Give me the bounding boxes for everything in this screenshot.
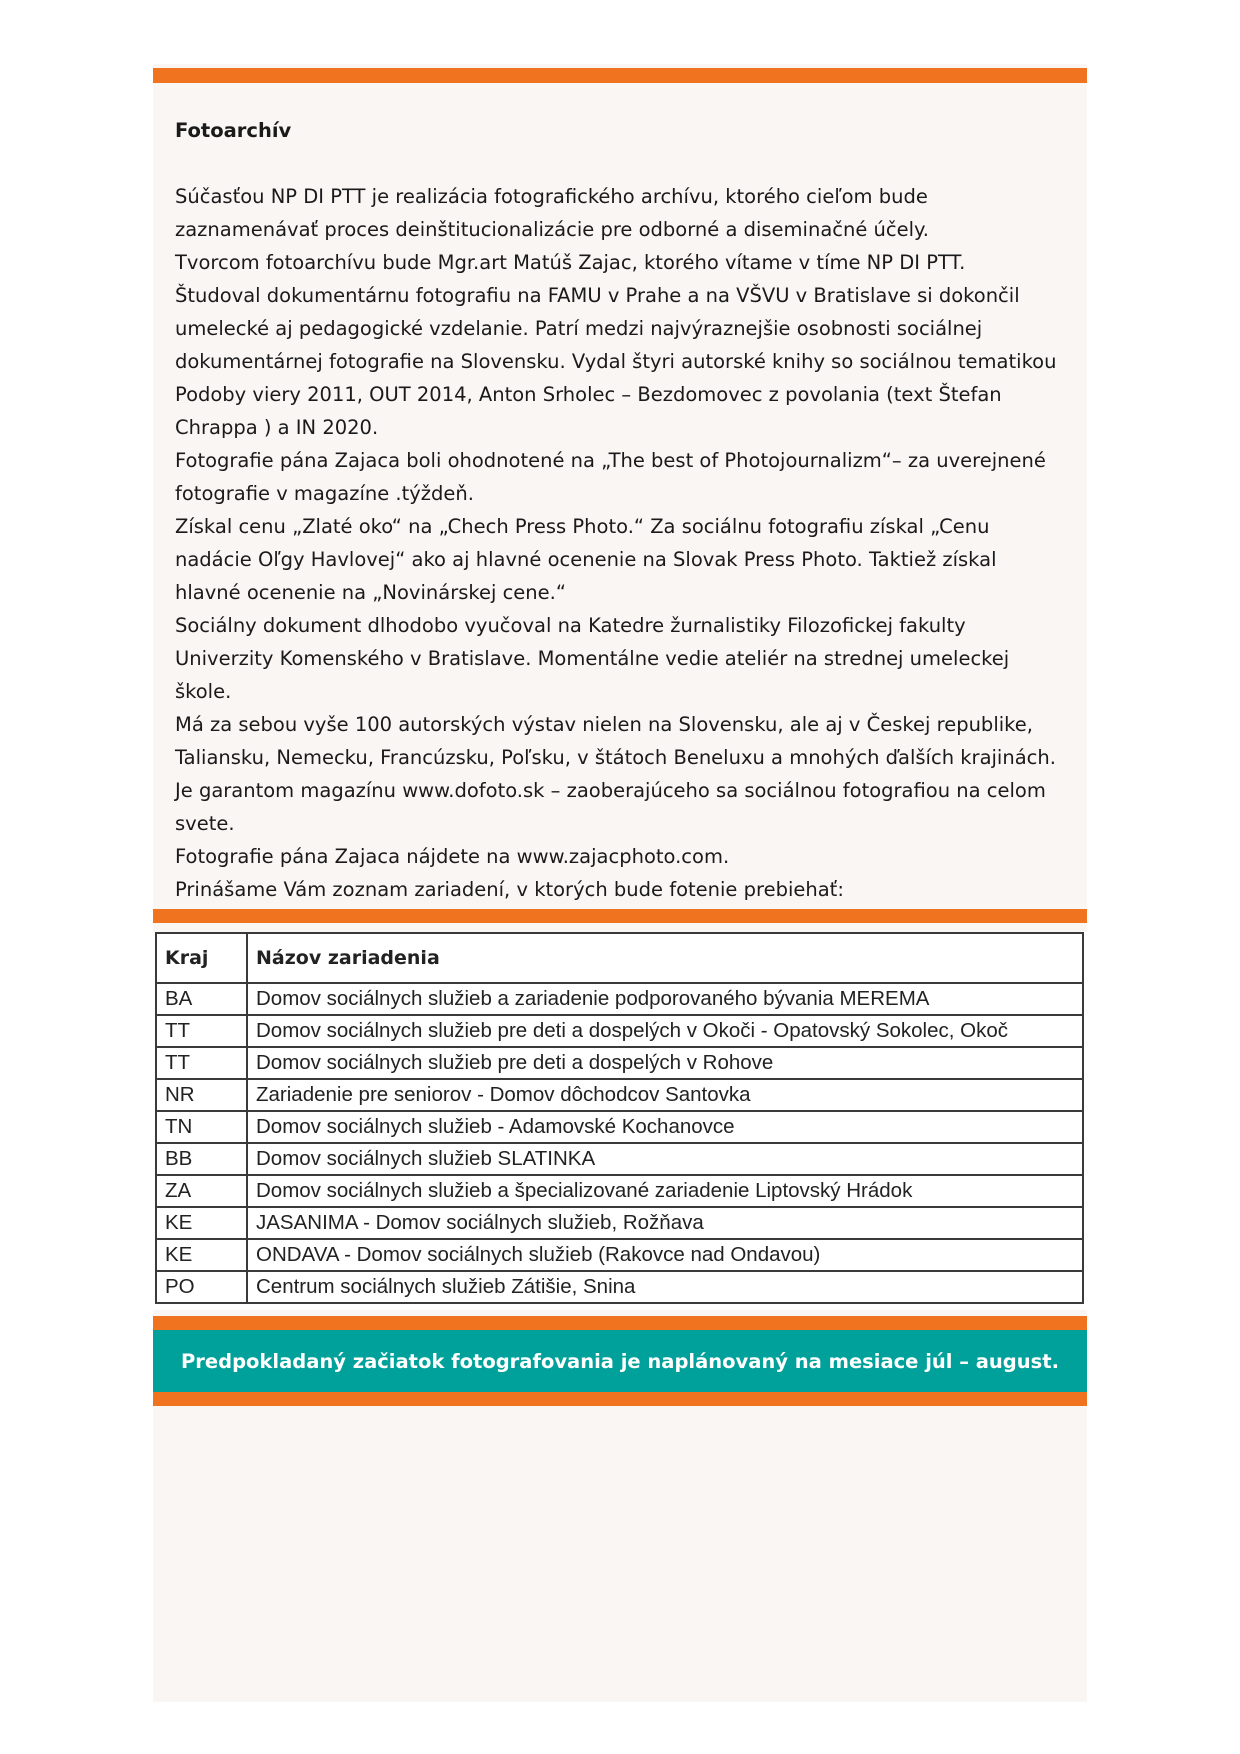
cell-kraj: ZA bbox=[156, 1175, 247, 1207]
top-accent-bar bbox=[153, 68, 1087, 83]
table-row bbox=[156, 1079, 1083, 1111]
cell-kraj: NR bbox=[156, 1079, 247, 1111]
facilities-table-wrap bbox=[153, 932, 1087, 1310]
cell-kraj: BB bbox=[156, 1143, 247, 1175]
cell-kraj: KE bbox=[156, 1239, 247, 1271]
cell-kraj: BA bbox=[156, 983, 247, 1015]
facilities-table bbox=[155, 932, 1084, 1304]
cell-nazov: Domov sociálnych služieb pre deti a dospelých v Rohove bbox=[247, 1047, 1083, 1079]
table-row bbox=[156, 1207, 1083, 1239]
column-header-kraj: Kraj bbox=[156, 933, 247, 983]
table-row bbox=[156, 1111, 1083, 1143]
cell-nazov: Domov sociálnych služieb a špecializované zariadenie Liptovský Hrádok bbox=[247, 1175, 1083, 1207]
cell-nazov: Centrum sociálnych služieb Zátišie, Snina bbox=[247, 1271, 1083, 1303]
table-row bbox=[156, 1271, 1083, 1303]
article bbox=[175, 114, 1075, 906]
cell-nazov: ONDAVA - Domov sociálnych služieb (Rakovce nad Ondavou) bbox=[247, 1239, 1083, 1271]
banner-top-accent-bar bbox=[153, 1316, 1087, 1330]
table-row bbox=[156, 1175, 1083, 1207]
cell-kraj: PO bbox=[156, 1271, 247, 1303]
cell-kraj: KE bbox=[156, 1207, 247, 1239]
article-body: Súčasťou NP DI PTT je realizácia fotografického archívu, ktorého cieľom bude zaznamenávať proces deinštitucionalizácie pre odborné a diseminačné účely. Tvorcom fotoarchívu bude Mgr.art Matúš Zajac, ktorého vítame v tíme NP DI PTT. Študoval dokumentárnu fotografiu na FAMU v Prahe a na VŠVU v Bratislave si dokončil umelecké aj pedagogické vzdelanie. Patrí medzi najvýraznejšie osobnosti sociálnej dokumentárnej fotografie na Slovensku. Vydal štyri autorské knihy so sociálnou tematikou Podoby viery 2011, OUT 2014, Anton Srholec – Bezdomovec z povolania (text Štefan Chrappa ) a IN 2020. Fotografie pána Zajaca boli ohodnotené na „The best of Photojournalizm“– za uverejnené fotografie v magazíne .týždeň. Získal cenu „Zlaté oko“ na „Chech Press Photo.“ Za sociálnu fotografiu získal „Cenu nadácie Oľgy Havlovej“ ako aj hlavné ocenenie na Slovak Press Photo. Taktiež získal hlavné ocenenie na „Novinárskej cene.“ Sociálny dokument dlhodobo vyučoval na Katedre žurnalistiky Filozofickej fakulty Univerzity Komenského v Bratislave. Momentálne vedie ateliér na strednej umeleckej škole. Má za sebou vyše 100 autorských výstav nielen na Slovensku, ale aj v Českej republike, Taliansku, Nemecku, Francúzsku, Poľsku, v štátoch Beneluxu a mnohých ďalších krajinách. Je garantom magazínu www.dofoto.sk – zaoberajúceho sa sociálnou fotografiou na celom svete. Fotografie pána Zajaca nájdete na www.zajacphoto.com. Prinášame Vám zoznam zariadení, v ktorých bude fotenie prebiehať: bbox=[175, 185, 1057, 901]
cell-nazov: Domov sociálnych služieb pre deti a dospelých v Okoči - Opatovský Sokolec, Okoč bbox=[247, 1015, 1083, 1047]
cell-kraj: TT bbox=[156, 1047, 247, 1079]
table-row bbox=[156, 1047, 1083, 1079]
cell-nazov: Domov sociálnych služieb SLATINKA bbox=[247, 1143, 1083, 1175]
table-header-row bbox=[156, 933, 1083, 983]
cell-nazov: Zariadenie pre seniorov - Domov dôchodcov Santovka bbox=[247, 1079, 1083, 1111]
banner-bottom-accent-bar bbox=[153, 1392, 1087, 1406]
table-row bbox=[156, 1015, 1083, 1047]
schedule-banner bbox=[153, 1330, 1087, 1392]
cell-kraj: TT bbox=[156, 1015, 247, 1047]
table-row bbox=[156, 983, 1083, 1015]
table-row bbox=[156, 1239, 1083, 1271]
schedule-banner-text: Predpokladaný začiatok fotografovania je naplánovaný na mesiace júl – august. bbox=[180, 1349, 1059, 1373]
table-row bbox=[156, 1143, 1083, 1175]
article-title: Fotoarchív bbox=[175, 119, 292, 142]
cell-nazov: Domov sociálnych služieb a zariadenie podporovaného bývania MEREMA bbox=[247, 983, 1083, 1015]
cell-nazov: Domov sociálnych služieb - Adamovské Kochanovce bbox=[247, 1111, 1083, 1143]
cell-kraj: TN bbox=[156, 1111, 247, 1143]
middle-accent-bar bbox=[153, 909, 1087, 923]
column-header-nazov: Názov zariadenia bbox=[247, 933, 1083, 983]
cell-nazov: JASANIMA - Domov sociálnych služieb, Rožňava bbox=[247, 1207, 1083, 1239]
